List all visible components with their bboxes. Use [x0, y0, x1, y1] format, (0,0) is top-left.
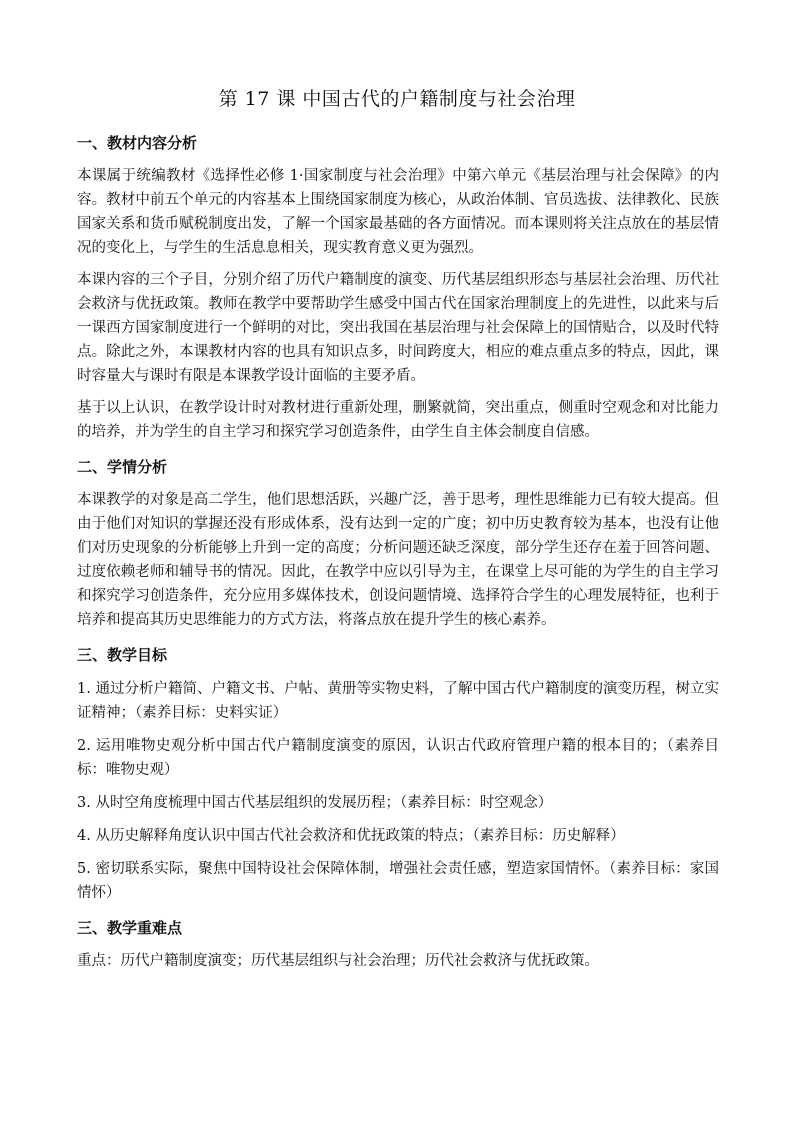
list-item: 1. 通过分析户籍简、户籍文书、户帖、黄册等实物史料，了解中国古代户籍制度的演变历程，树立实证精神；（素养目标：史料实证） — [77, 681, 719, 721]
section-key-points — [77, 915, 719, 973]
section-textbook-analysis — [77, 130, 719, 444]
paragraph: 本课属于统编教材《选择性必修 1·国家制度与社会治理》中第六单元《基层治理与社会保障》的内容。教材中前五个单元的内容基本上围绕国家制度为核心，从政治体制、官员选拔、法律教化、民族国家关系和货币赋税制度出发，了解一个国家最基础的各方面情况。而本课则将关注点放在的基层情况的变化上，与学生的生活息息相关，现实教育意义更为强烈。 — [77, 168, 719, 256]
list-item: 5. 密切联系实际，聚焦中国特设社会保障体制，增强社会责任感，塑造家国情怀。（素养目标：家国情怀） — [77, 861, 719, 901]
paragraph: 本课教学的对象是高二学生，他们思想活跃，兴趣广泛，善于思考，理性思维能力已有较大提高。但由于他们对知识的掌握还没有形成体系，没有达到一定的广度；初中历史教育较为基本，也没有让他们对历史现象的分析能够上升到一定的高度；分析问题还缺乏深度，部分学生还存在羞于回答问题、过度依赖老师和辅导书的情况。因此，在教学中应以引导为主，在课堂上尽可能的为学生的自主学习和探究学习创造条件，充分应用多媒体技术，创设问题情境、选择符合学生的心理发展特征，也利于培养和提高其历史思维能力的方式方法，将落点放在提升学生的核心素养。 — [77, 492, 719, 628]
paragraph: 重点：历代户籍制度演变；历代基层组织与社会治理；历代社会救济与优抚政策。 — [77, 953, 599, 969]
section-heading: 三、教学重难点 — [77, 919, 183, 937]
list-item: 4. 从历史解释角度认识中国古代社会救济和优抚政策的特点；（素养目标：历史解释） — [77, 828, 625, 844]
page-title: 第 17 课 中国古代的户籍制度与社会治理 — [218, 88, 576, 110]
section-heading: 三、教学目标 — [77, 646, 168, 664]
paragraph: 基于以上认识，在教学设计时对教材进行重新处理，删繁就简，突出重点，侧重时空观念和对比能力的培养，并为学生的自主学习和探究学习创造条件，由学生自主体会制度自信感。 — [77, 400, 719, 440]
paragraph: 本课内容的三个子目，分别介绍了历代户籍制度的演变、历代基层组织形态与基层社会治理、历代社会救济与优抚政策。教师在教学中要帮助学生感受中国古代在国家治理制度上的先进性，以此来与后一课西方国家制度进行一个鲜明的对比，突出我国在基层治理与社会保障上的国情贴合，以及时代特点。除此之外，本课教材内容的也具有知识点多，时间跨度大，相应的难点重点多的特点，因此，课时容量大与课时有限是本课教学设计面临的主要矛盾。 — [77, 272, 719, 384]
list-item: 2. 运用唯物史观分析中国古代户籍制度演变的原因，认识古代政府管理户籍的根本目的；（素养目标：唯物史观） — [77, 738, 719, 778]
section-student-analysis — [77, 454, 719, 632]
section-heading: 一、教材内容分析 — [77, 134, 198, 152]
document-body — [77, 130, 719, 981]
list-item: 3. 从时空角度梳理中国古代基层组织的发展历程；（素养目标：时空观念） — [77, 795, 553, 811]
section-teaching-goals — [77, 642, 719, 905]
section-heading: 二、学情分析 — [77, 458, 168, 476]
